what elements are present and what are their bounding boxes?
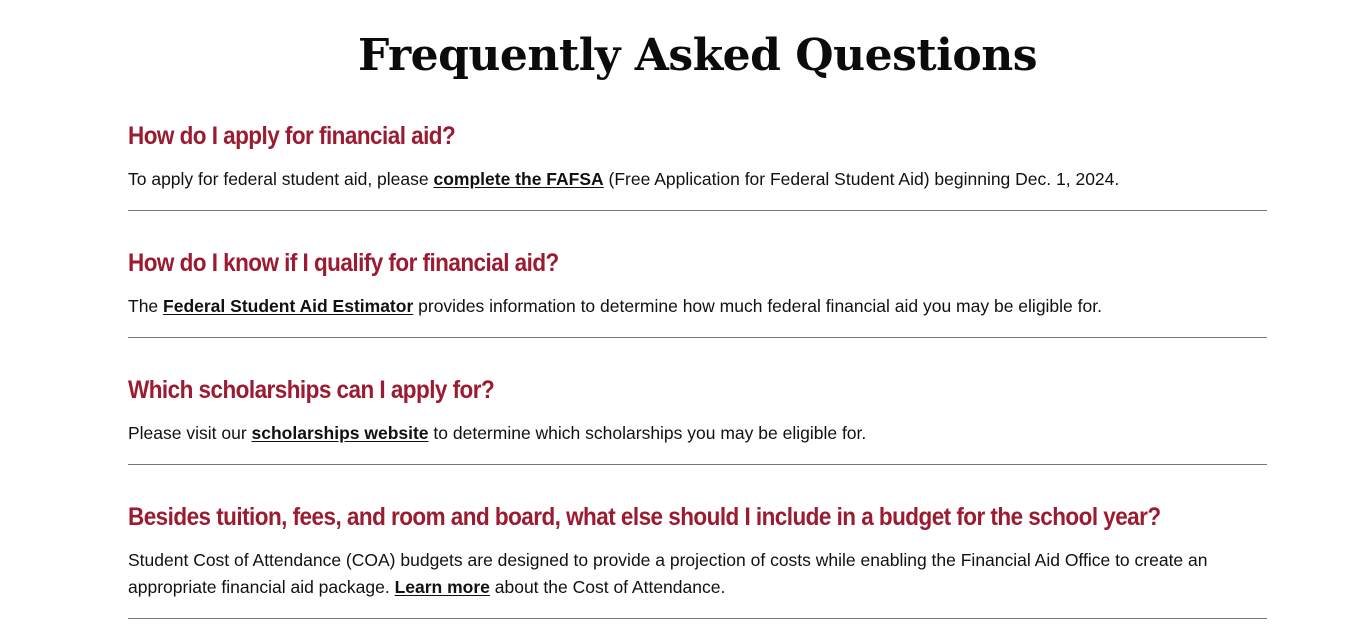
faq-question: How do I apply for financial aid? <box>128 122 456 150</box>
faq-answer-text: about the Cost of Attendance. <box>489 577 726 597</box>
faq-item-scholarships <box>128 372 1267 465</box>
faq-answer-text: Please visit our <box>128 423 252 443</box>
faq-question: How do I know if I qualify for financial aid? <box>128 249 559 277</box>
faq-answer <box>128 547 1267 601</box>
faq-item-qualify <box>128 245 1267 338</box>
faq-answer <box>128 420 1267 447</box>
faq-answer-text: Student Cost of Attendance (COA) budgets are designed to provide a projection of costs while enabling the Financial Aid Office to create an appropriate financial aid package. <box>128 550 1208 597</box>
faq-answer <box>128 166 1267 193</box>
faq-answer-text: provides information to determine how much federal financial aid you may be eligible for. <box>413 296 1102 316</box>
aid-estimator-link[interactable]: Federal Student Aid Estimator <box>163 296 414 316</box>
complete-fafsa-link[interactable]: complete the FAFSA <box>433 169 604 189</box>
page-title: Frequently Asked Questions <box>357 30 1037 81</box>
faq-answer-text: to determine which scholarships you may be eligible for. <box>428 423 867 443</box>
faq-question: Besides tuition, fees, and room and board, what else should I include in a budget for the school year? <box>128 503 1161 531</box>
faq-question: Which scholarships can I apply for? <box>128 376 495 404</box>
faq-list <box>128 118 1267 619</box>
faq-answer-text: To apply for federal student aid, please <box>128 169 434 189</box>
faq-answer-text: (Free Application for Federal Student Aid) beginning Dec. 1, 2024. <box>603 169 1120 189</box>
faq-answer <box>128 293 1267 320</box>
scholarships-website-link[interactable]: scholarships website <box>251 423 429 443</box>
faq-item-apply <box>128 118 1267 211</box>
faq-item-budget <box>128 499 1267 619</box>
faq-answer-text: The <box>128 296 164 316</box>
learn-more-link[interactable]: Learn more <box>394 577 490 597</box>
